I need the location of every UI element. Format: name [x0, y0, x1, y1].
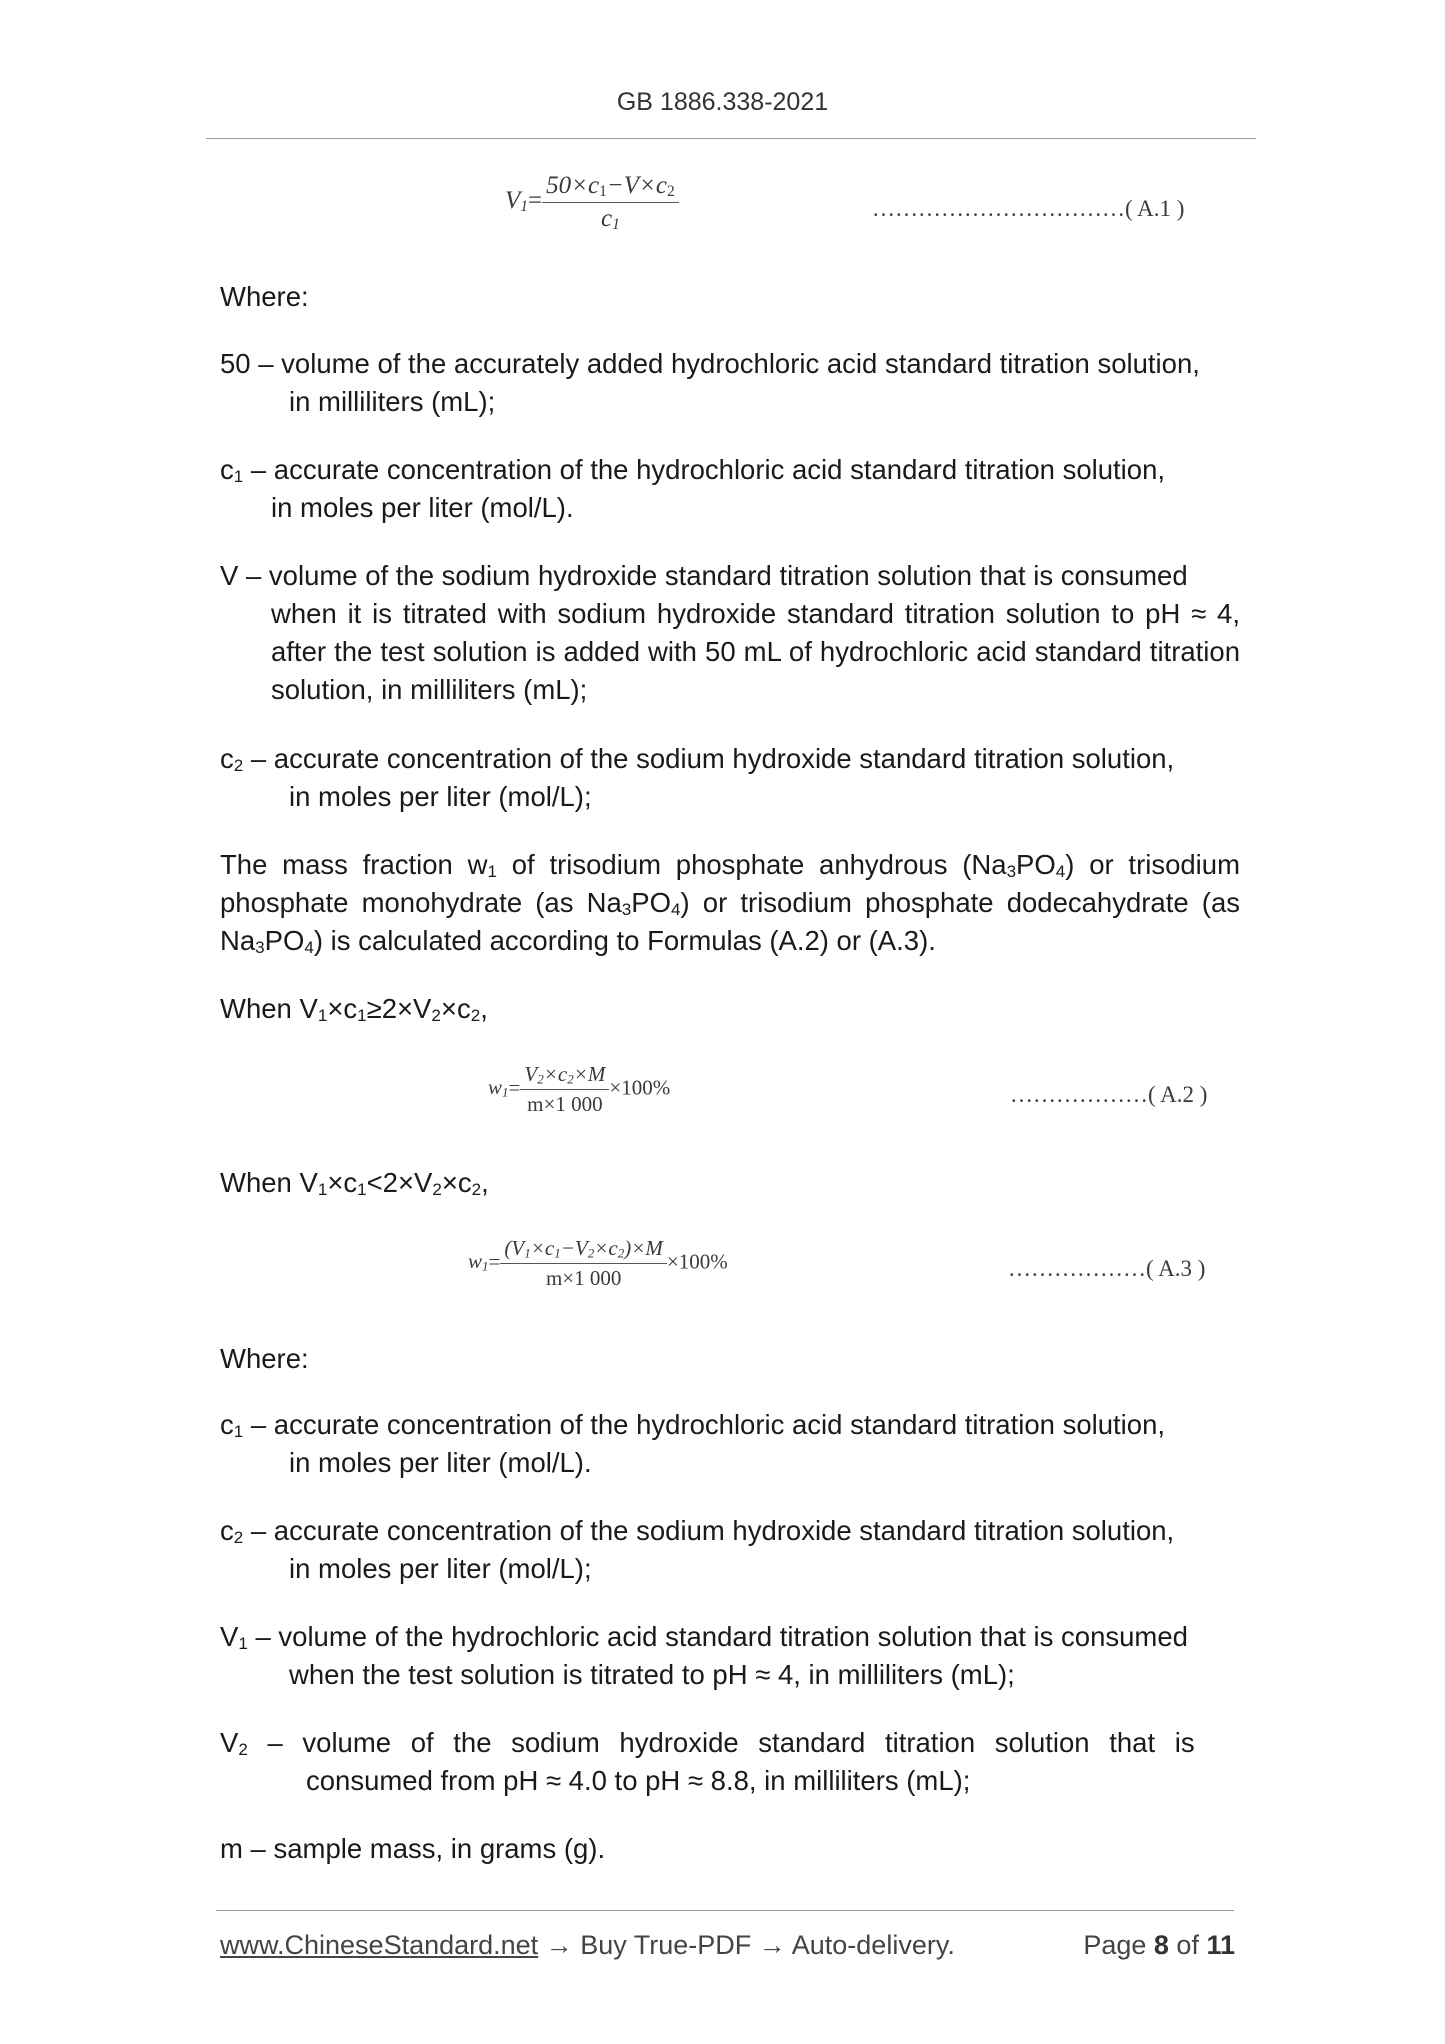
formula-a3-fraction: $\frac{(V_1\times c_1-V_2\times c_2)\times M}{m\times 1 000}$: [500, 1236, 667, 1291]
formula-a1-fraction: $\frac{50\times c_1-V\times c_2}{c_1}$: [542, 172, 679, 233]
definition2-v2: $V_2$ – volume of the sodium hydroxide standard titration solution that is consumed from pH ≈ 4.0 to pH ≈ 8.8, in milliliters (mL);: [220, 1727, 1195, 1796]
page-footer: [220, 1930, 1235, 1961]
website-link[interactable]: www.ChineseStandard.net: [220, 1930, 539, 1960]
formula-a2-fraction: $\frac{V_2\times c_2\times M}{m\times 1 000}$: [520, 1062, 609, 1117]
formula-a2: $w_1=$ $\frac{V_2\times c_2\times M}{m\times 1 000}$ ×100%: [488, 1062, 671, 1116]
total-page-count: 11: [1206, 1930, 1235, 1960]
definition2-c1: $c_1$ – accurate concentration of the hydrochloric acid standard titration solution, in moles per liter (mol/L).: [220, 1409, 1166, 1478]
condition-1: When $V_1\times c_1\ge 2\times V_2\times c_2$,: [220, 993, 488, 1026]
buy-true-pdf-text: Buy True-PDF: [572, 1930, 759, 1960]
formula-a1-lhs: $V_1$: [505, 187, 529, 216]
page-indicator: Page 8 of 11: [1083, 1930, 1235, 1960]
definition2-m: m – sample mass, in grams (g).: [220, 1833, 606, 1864]
formula-a2-lhs: $w_1$: [488, 1075, 509, 1100]
document-header: GB 1886.338-2021: [616, 88, 829, 116]
condition-2: When $V_1\times c_1<2\times V_2\times c_2$,: [220, 1167, 489, 1200]
footer-rule: [216, 1910, 1234, 1911]
formula-a3-lhs: $w_1$: [468, 1249, 489, 1274]
where-label-1: Where:: [220, 281, 309, 312]
definition2-v1: $V_1$ – volume of the hydrochloric acid standard titration solution that is consumed when the test solution is titrated to pH ≈ 4, in milliliters (mL);: [220, 1621, 1188, 1690]
auto-delivery-text: Auto-delivery.: [785, 1930, 955, 1960]
definition-c2: $c_2$ – accurate concentration of the sodium hydroxide standard titration solution, in moles per liter (mol/L);: [220, 743, 1175, 812]
formula-a2-number: ………………( A.2 ): [1010, 1082, 1208, 1107]
where-label-2: Where:: [220, 1343, 309, 1374]
formula-a1-number: ……………………………( A.1 ): [872, 196, 1185, 221]
formula-a1: $V_1=$ $\frac{50\times c_1-V\times c_2}{c_1}$: [505, 172, 679, 233]
arrow-right-icon: →: [758, 1930, 786, 1960]
formula-a3: $w_1=$ $\frac{(V_1\times c_1-V_2\times c_2)\times M}{m\times 1 000}$ ×100%: [468, 1236, 728, 1290]
formula-a3-number: ………………( A.3 ): [1008, 1256, 1206, 1281]
arrow-right-icon: →: [545, 1930, 573, 1960]
definition-v: V – volume of the sodium hydroxide standard titration solution that is consumed when it is titrated with sodium hydroxide standard titration solution to pH ≈ 4, after the test solution is added with 50 mL of hydrochloric acid standard titration solution, in milliliters (mL);: [220, 560, 1240, 705]
definition2-c2: $c_2$ – accurate concentration of the sodium hydroxide standard titration solution, in moles per liter (mol/L);: [220, 1515, 1175, 1584]
mass-fraction-paragraph: The mass fraction $w_1$ of trisodium phosphate anhydrous $(Na_3PO_4)$ or trisodium phosphate monohydrate (as $Na_3PO_4$) or trisodium phosphate dodecahydrate (as $Na_3PO_4$) is calculated according to Formulas (A.2) or (A.3).: [220, 849, 1240, 958]
definition-50: 50 – volume of the accurately added hydrochloric acid standard titration solution, in milliliters (mL);: [220, 348, 1200, 417]
definition-c1: $c_1$ – accurate concentration of the hydrochloric acid standard titration solution, in moles per liter (mol/L).: [220, 454, 1166, 523]
current-page-number: 8: [1153, 1930, 1169, 1960]
header-rule: [206, 138, 1256, 139]
